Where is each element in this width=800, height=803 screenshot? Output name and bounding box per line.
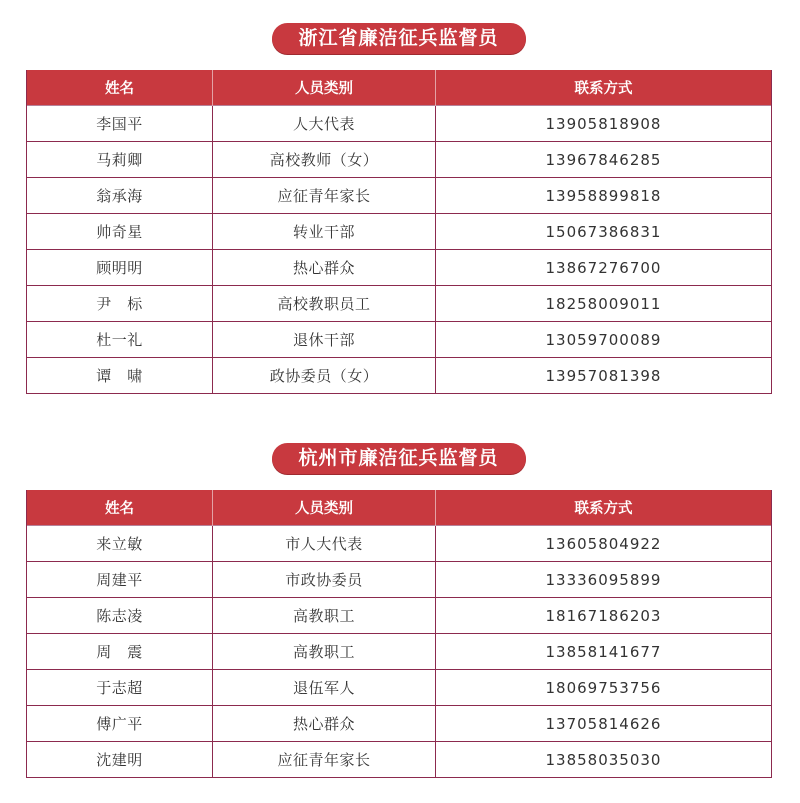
city-table xyxy=(26,490,772,778)
header-row xyxy=(27,490,772,526)
table-row xyxy=(27,526,772,562)
name-cell: 尹 标 xyxy=(27,286,213,322)
phone-cell: 13705814626 xyxy=(436,706,772,742)
column-header-name: 姓名 xyxy=(27,70,213,106)
name-cell: 来立敏 xyxy=(27,526,213,562)
phone-cell: 13858141677 xyxy=(436,634,772,670)
table-row xyxy=(27,358,772,394)
table-row xyxy=(27,670,772,706)
city-section xyxy=(26,443,771,769)
province-table xyxy=(26,70,772,394)
phone-cell: 13336095899 xyxy=(436,562,772,598)
category-cell: 高校教职员工 xyxy=(213,286,436,322)
table-row xyxy=(27,142,772,178)
table-row xyxy=(27,178,772,214)
category-cell: 高教职工 xyxy=(213,598,436,634)
section-title: 杭州市廉洁征兵监督员 xyxy=(272,443,526,474)
table-row xyxy=(27,706,772,742)
phone-cell: 18167186203 xyxy=(436,598,772,634)
phone-cell: 18069753756 xyxy=(436,670,772,706)
category-cell: 转业干部 xyxy=(213,214,436,250)
name-cell: 傅广平 xyxy=(27,706,213,742)
name-cell: 谭 啸 xyxy=(27,358,213,394)
category-cell: 市政协委员 xyxy=(213,562,436,598)
name-cell: 周建平 xyxy=(27,562,213,598)
category-cell: 退伍军人 xyxy=(213,670,436,706)
category-cell: 市人大代表 xyxy=(213,526,436,562)
name-cell: 杜一礼 xyxy=(27,322,213,358)
table-row xyxy=(27,598,772,634)
phone-cell: 13905818908 xyxy=(436,106,772,142)
table-row xyxy=(27,286,772,322)
phone-cell: 13858035030 xyxy=(436,742,772,778)
table-row xyxy=(27,214,772,250)
name-cell: 李国平 xyxy=(27,106,213,142)
name-cell: 沈建明 xyxy=(27,742,213,778)
category-cell: 热心群众 xyxy=(213,250,436,286)
column-header-contact: 联系方式 xyxy=(436,490,772,526)
phone-cell: 13957081398 xyxy=(436,358,772,394)
phone-cell: 13059700089 xyxy=(436,322,772,358)
category-cell: 高教职工 xyxy=(213,634,436,670)
name-cell: 帅奇星 xyxy=(27,214,213,250)
category-cell: 退休干部 xyxy=(213,322,436,358)
column-header-category: 人员类别 xyxy=(213,490,436,526)
name-cell: 陈志凌 xyxy=(27,598,213,634)
phone-cell: 15067386831 xyxy=(436,214,772,250)
column-header-category: 人员类别 xyxy=(213,70,436,106)
phone-cell: 13958899818 xyxy=(436,178,772,214)
name-cell: 周 震 xyxy=(27,634,213,670)
category-cell: 应征青年家长 xyxy=(213,178,436,214)
table-row xyxy=(27,106,772,142)
name-cell: 翁承海 xyxy=(27,178,213,214)
province-section xyxy=(26,23,771,385)
name-cell: 于志超 xyxy=(27,670,213,706)
table-row xyxy=(27,322,772,358)
column-header-contact: 联系方式 xyxy=(436,70,772,106)
name-cell: 顾明明 xyxy=(27,250,213,286)
category-cell: 热心群众 xyxy=(213,706,436,742)
phone-cell: 13967846285 xyxy=(436,142,772,178)
category-cell: 政协委员（女） xyxy=(213,358,436,394)
phone-cell: 13867276700 xyxy=(436,250,772,286)
section-title: 浙江省廉洁征兵监督员 xyxy=(272,23,526,54)
table-row xyxy=(27,634,772,670)
column-header-name: 姓名 xyxy=(27,490,213,526)
phone-cell: 13605804922 xyxy=(436,526,772,562)
table-row xyxy=(27,562,772,598)
table-row xyxy=(27,742,772,778)
category-cell: 高校教师（女） xyxy=(213,142,436,178)
category-cell: 人大代表 xyxy=(213,106,436,142)
table-row xyxy=(27,250,772,286)
category-cell: 应征青年家长 xyxy=(213,742,436,778)
phone-cell: 18258009011 xyxy=(436,286,772,322)
name-cell: 马莉卿 xyxy=(27,142,213,178)
header-row xyxy=(27,70,772,106)
